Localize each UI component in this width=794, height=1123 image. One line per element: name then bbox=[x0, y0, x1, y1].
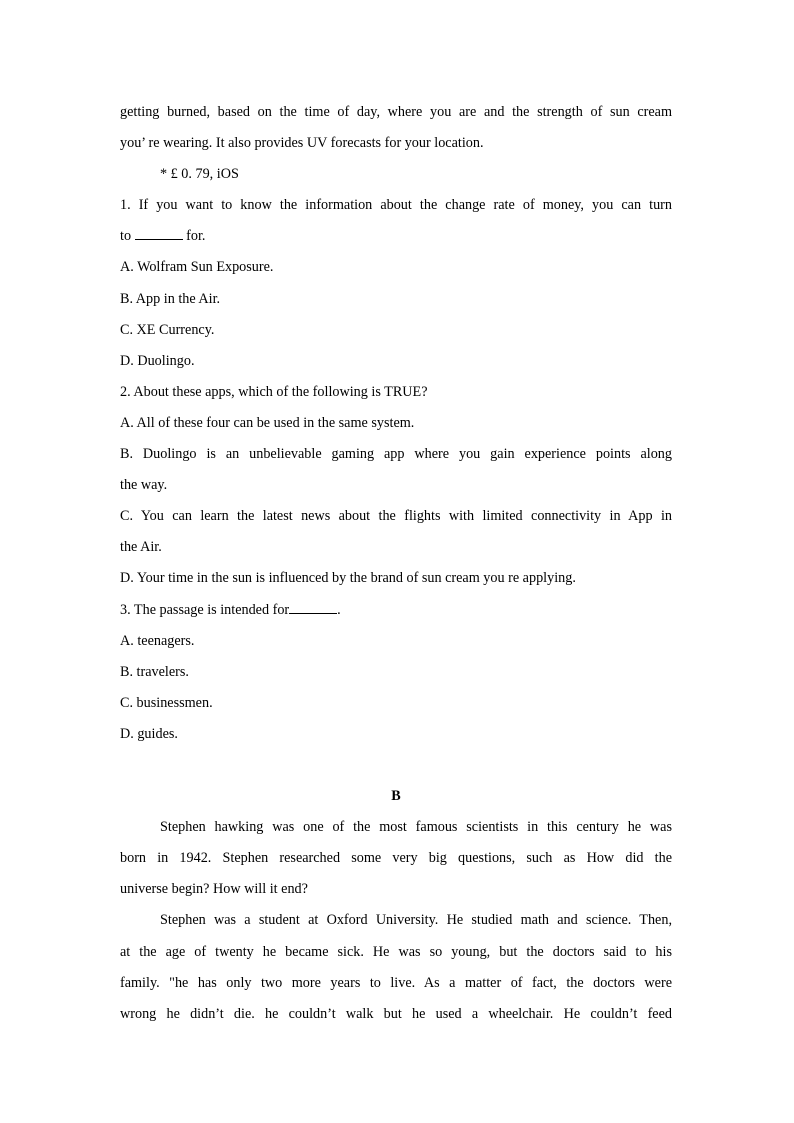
passage-b-paragraph-1-line-3: universe begin? How will it end? bbox=[120, 881, 308, 898]
question-1-stem-continued bbox=[120, 221, 672, 252]
passage-b-paragraph-1-line-2: born in 1942. Stephen researched some very big questions, such as How did the bbox=[120, 850, 672, 867]
question-3-stem bbox=[120, 595, 672, 626]
app-price: * £ 0. 79, iOS bbox=[160, 166, 239, 183]
page-content bbox=[120, 97, 672, 1030]
question-3-option-d: D. guides. bbox=[120, 725, 178, 742]
question-2-option-b: B. Duolingo is an unbelievable gaming app where you gain experience points along bbox=[120, 446, 672, 463]
intro-line-2: you’ re wearing. It also provides UV forecasts for your location. bbox=[120, 135, 484, 152]
question-1-option-b: B. App in the Air. bbox=[120, 290, 221, 307]
question-1-stem-pre: to bbox=[120, 228, 132, 245]
question-2-option-c: C. You can learn the latest news about the flights with limited connectivity in App in bbox=[120, 508, 672, 525]
section-spacer bbox=[120, 750, 672, 781]
section-b-title: B bbox=[391, 788, 401, 805]
question-1-option-c: C. XE Currency. bbox=[120, 321, 215, 338]
question-2-option-c-continued: the Air. bbox=[120, 539, 162, 556]
question-3-option-a: A. teenagers. bbox=[120, 632, 195, 649]
question-1-option-a: A. Wolfram Sun Exposure. bbox=[120, 259, 274, 276]
question-2-option-d: D. Your time in the sun is influenced by the brand of sun cream you re applying. bbox=[120, 570, 576, 587]
passage-b-paragraph-2-line-4: wrong he didn’t die. he couldn’t walk but he used a wheelchair. He couldn’t feed bbox=[120, 1005, 672, 1022]
question-3-stem-pre: 3. The passage is intended for bbox=[120, 601, 290, 618]
passage-b-paragraph-2: Stephen was a student at Oxford University. He studied math and science. Then, bbox=[160, 912, 672, 929]
passage-b-paragraph-2-line-2: at the age of twenty he became sick. He was so young, but the doctors said to his bbox=[120, 943, 672, 960]
question-1-stem: 1. If you want to know the information about the change rate of money, you can turn bbox=[120, 197, 672, 214]
question-1-stem-post: for. bbox=[186, 228, 206, 245]
question-3-option-b: B. travelers. bbox=[120, 663, 189, 680]
question-3-option-c: C. businessmen. bbox=[120, 694, 213, 711]
intro-line-1: getting burned, based on the time of day, where you are and the strength of sun cream bbox=[120, 104, 672, 120]
passage-b-paragraph-1: Stephen hawking was one of the most famous scientists in this century he was bbox=[160, 819, 672, 836]
passage-b-paragraph-2-line-3: family. "he has only two more years to live. As a matter of fact, the doctors were bbox=[120, 974, 672, 991]
question-2-option-b-continued: the way. bbox=[120, 477, 168, 494]
question-2-option-a: A. All of these four can be used in the same system. bbox=[120, 414, 415, 431]
question-3-stem-post: . bbox=[337, 601, 341, 618]
question-2-stem: 2. About these apps, which of the following is TRUE? bbox=[120, 383, 428, 400]
answer-blank bbox=[289, 599, 337, 614]
answer-blank bbox=[135, 225, 183, 240]
question-1-option-d: D. Duolingo. bbox=[120, 352, 195, 369]
